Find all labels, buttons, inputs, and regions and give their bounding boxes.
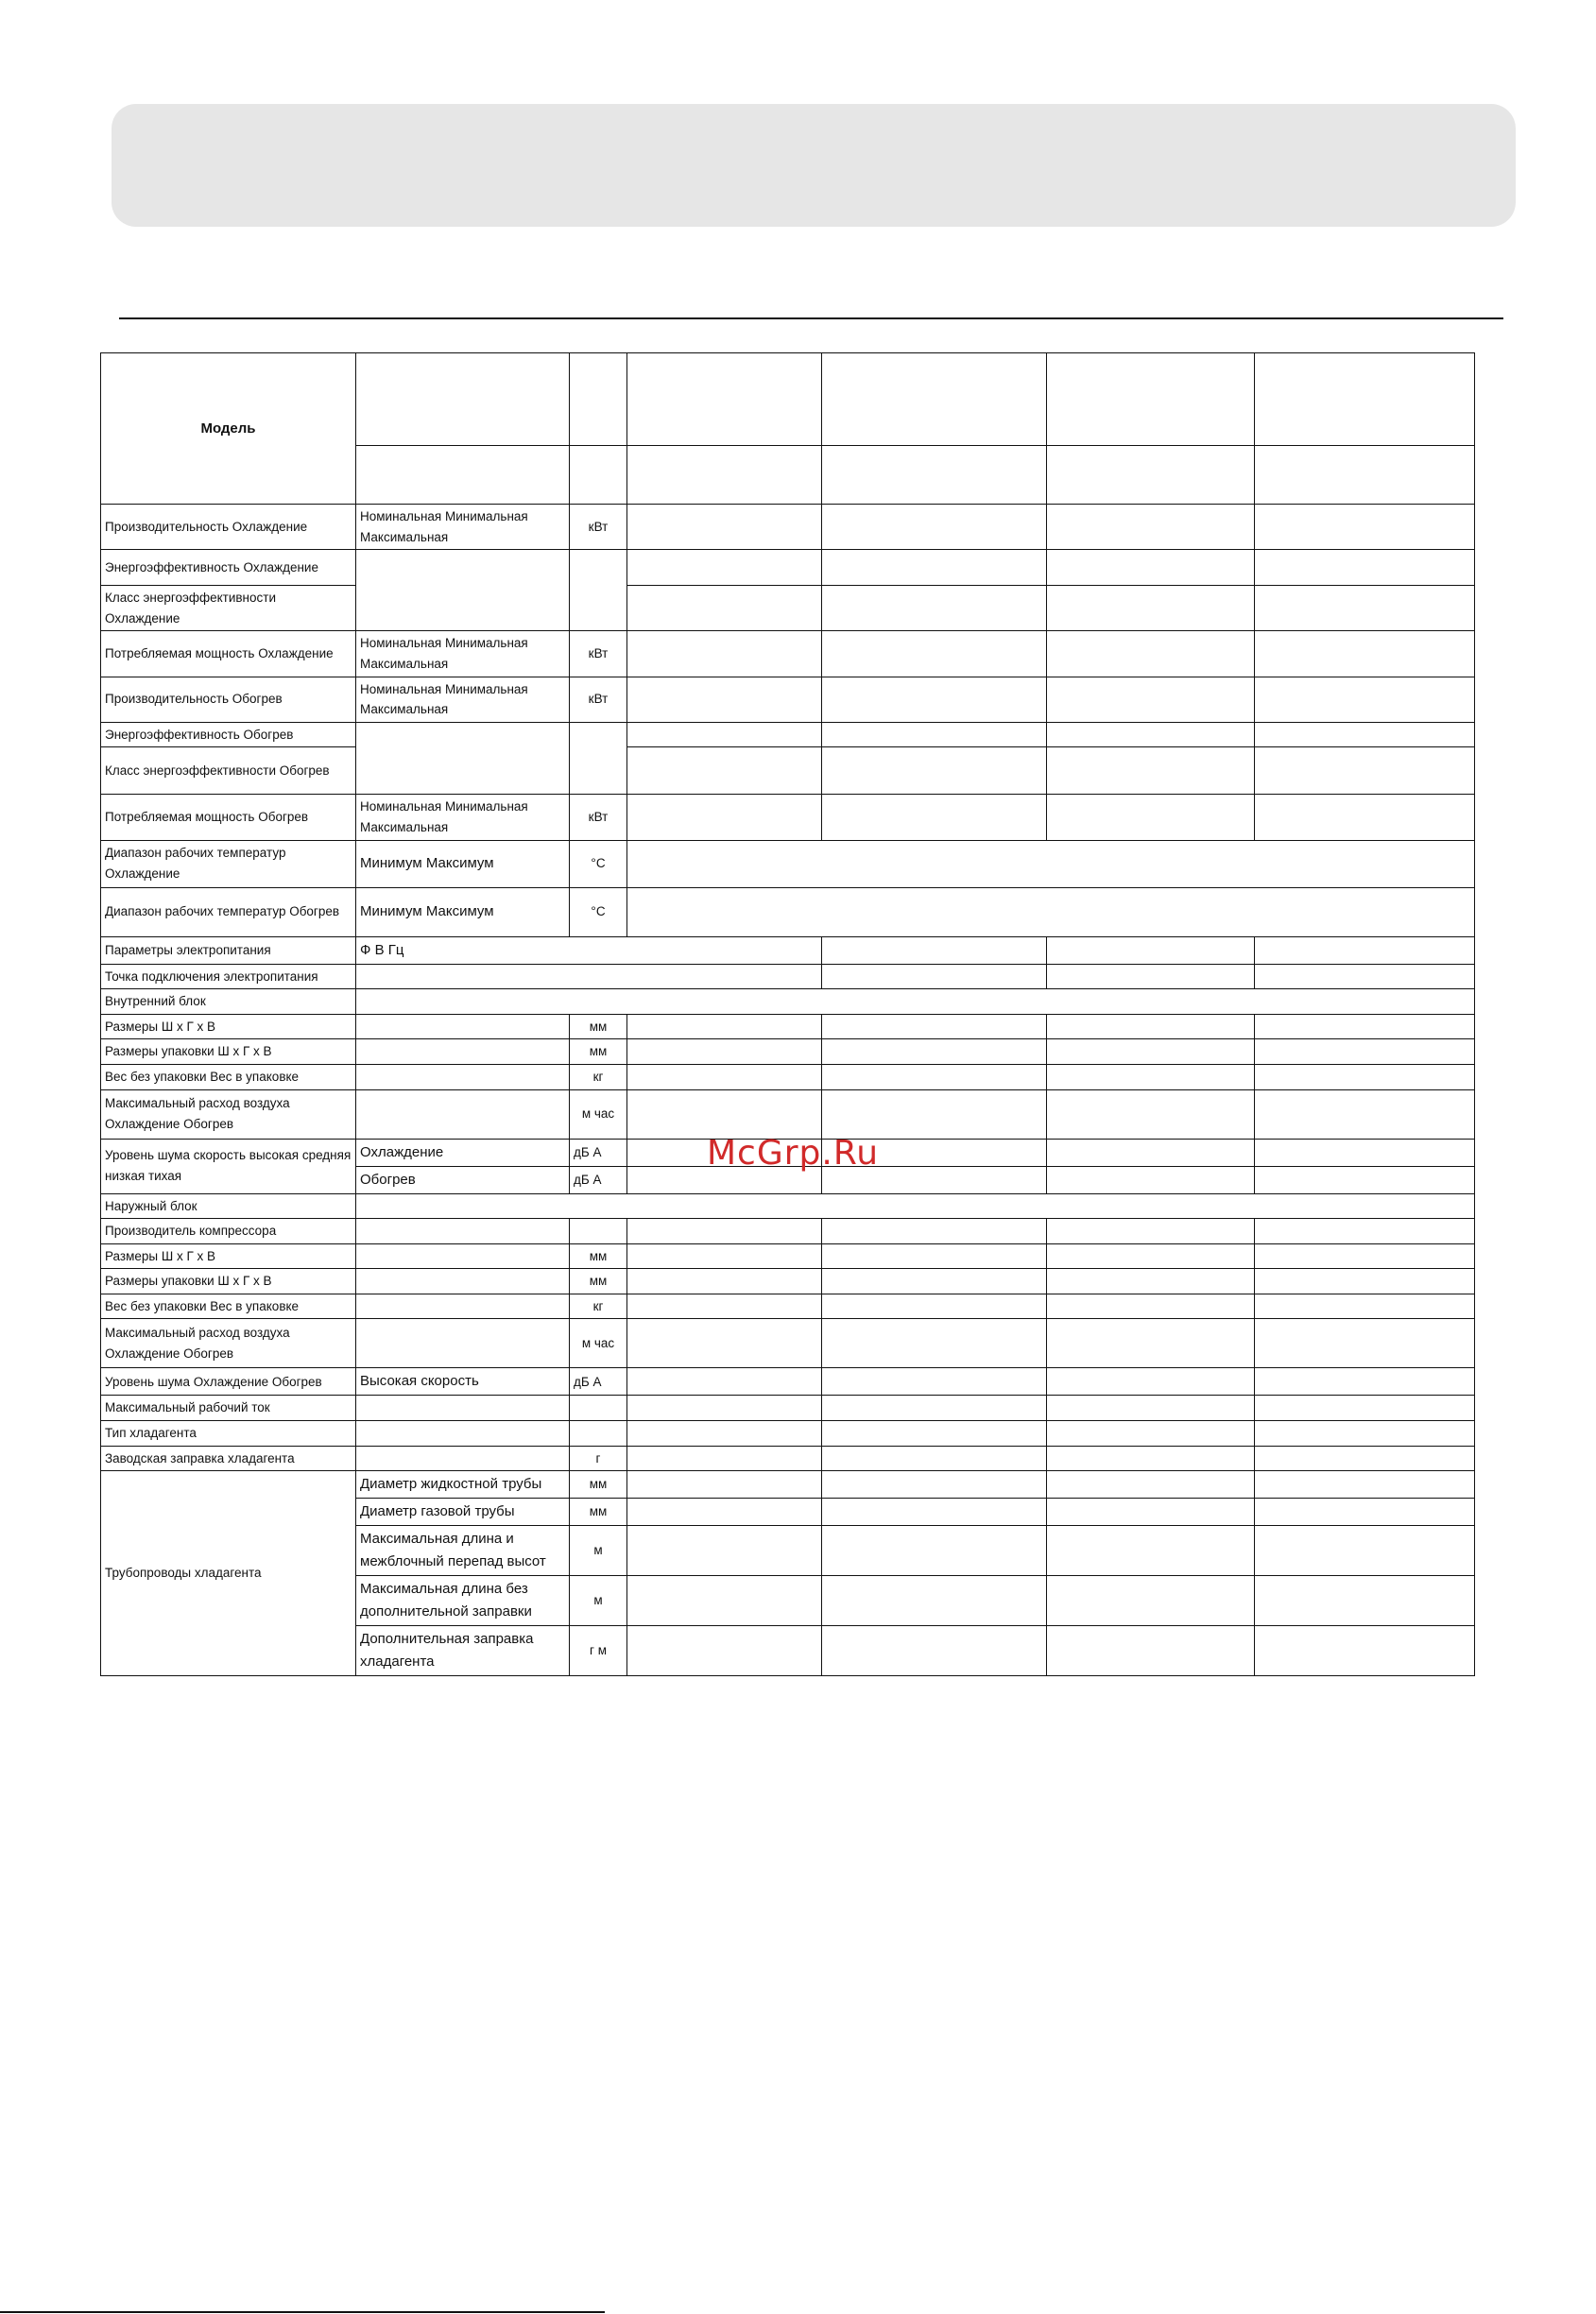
value-cell <box>627 1243 822 1269</box>
row-unit: г м <box>570 1626 627 1676</box>
row-label: Размеры Ш х Г х В <box>101 1014 356 1039</box>
value-cell <box>1047 1576 1255 1626</box>
row-unit: дБ А <box>570 1139 627 1166</box>
row-sub: Высокая скорость <box>356 1368 570 1396</box>
row-sub: Максимальная длина без дополнительной заправки <box>356 1576 570 1626</box>
value-cell <box>1047 1396 1255 1421</box>
empty-cell <box>356 989 1475 1015</box>
value-cell <box>822 1396 1047 1421</box>
value-cell <box>1047 722 1255 747</box>
value-cell <box>822 795 1047 840</box>
value-cell <box>1047 1039 1255 1065</box>
watermark: McGrp.Ru <box>707 1134 880 1173</box>
value-cell <box>1047 631 1255 677</box>
model-label: Модель <box>101 353 356 505</box>
value-cell <box>822 1446 1047 1471</box>
row-unit: °C <box>570 840 627 887</box>
value-cell <box>822 1064 1047 1089</box>
value-cell <box>627 1396 822 1421</box>
row-label: Вес без упаковки Вес в упаковке <box>101 1064 356 1089</box>
value-cell <box>1255 1576 1475 1626</box>
value-cell <box>1255 550 1475 586</box>
empty-cell <box>356 722 570 795</box>
row-label: Потребляемая мощность Охлаждение <box>101 631 356 677</box>
value-cell <box>1255 1626 1475 1676</box>
value-cell <box>822 936 1047 964</box>
empty-cell <box>570 446 627 505</box>
row-unit: дБ А <box>570 1166 627 1193</box>
value-cell <box>1255 936 1475 964</box>
row-unit: мм <box>570 1499 627 1526</box>
value-cell <box>822 550 1047 586</box>
row-label: Диапазон рабочих температур Охлаждение <box>101 840 356 887</box>
empty-cell <box>1047 446 1255 505</box>
row-unit: кВт <box>570 505 627 550</box>
value-cell <box>1047 964 1255 989</box>
row-unit: мм <box>570 1269 627 1294</box>
value-cell <box>822 1499 1047 1526</box>
value-cell <box>627 1576 822 1626</box>
row-sub: Дополнительная заправка хладагента <box>356 1626 570 1676</box>
value-cell <box>1047 1471 1255 1499</box>
row-unit: м <box>570 1576 627 1626</box>
empty-cell <box>1255 446 1475 505</box>
row-sub: Минимум Максимум <box>356 840 570 887</box>
value-cell <box>1047 1166 1255 1193</box>
value-cell <box>1255 631 1475 677</box>
value-cell <box>627 722 822 747</box>
empty-cell <box>356 1089 570 1139</box>
empty-cell <box>1047 353 1255 446</box>
value-cell <box>1047 550 1255 586</box>
value-cell <box>627 1526 822 1576</box>
empty-cell <box>822 446 1047 505</box>
row-label: Размеры Ш х Г х В <box>101 1243 356 1269</box>
value-cell <box>627 1421 822 1447</box>
value-cell <box>822 1219 1047 1244</box>
empty-cell <box>356 964 822 989</box>
title-rule <box>119 317 1503 319</box>
empty-cell <box>356 1064 570 1089</box>
footer-rule <box>0 2311 605 2313</box>
value-cell <box>1255 1368 1475 1396</box>
value-cell <box>822 677 1047 722</box>
value-cell <box>627 1269 822 1294</box>
value-cell <box>627 1626 822 1676</box>
row-label: Вес без упаковки Вес в упаковке <box>101 1294 356 1319</box>
row-unit: мм <box>570 1014 627 1039</box>
row-label: Производитель компрессора <box>101 1219 356 1244</box>
empty-cell <box>356 1219 570 1244</box>
value-cell <box>1047 1368 1255 1396</box>
value-cell <box>1047 1139 1255 1166</box>
row-label: Трубопроводы хладагента <box>101 1471 356 1676</box>
value-cell <box>1255 1014 1475 1039</box>
row-label: Энергоэффективность Обогрев <box>101 722 356 747</box>
empty-cell <box>356 1014 570 1039</box>
row-label: Максимальный расход воздуха Охлаждение Обогрев <box>101 1319 356 1368</box>
empty-cell <box>570 550 627 631</box>
empty-cell <box>627 446 822 505</box>
value-cell <box>1047 1089 1255 1139</box>
empty-cell <box>356 1294 570 1319</box>
value-cell <box>822 722 1047 747</box>
row-unit: кВт <box>570 631 627 677</box>
row-unit: мм <box>570 1039 627 1065</box>
row-label: Размеры упаковки Ш х Г х В <box>101 1269 356 1294</box>
value-cell <box>627 1294 822 1319</box>
value-cell <box>822 1319 1047 1368</box>
value-cell <box>1255 1219 1475 1244</box>
row-label: Тип хладагента <box>101 1421 356 1447</box>
value-cell <box>627 1446 822 1471</box>
empty-cell <box>356 1319 570 1368</box>
empty-cell <box>356 1039 570 1065</box>
value-cell <box>1255 677 1475 722</box>
value-cell <box>1047 1269 1255 1294</box>
value-cell <box>1255 1499 1475 1526</box>
row-unit: м <box>570 1526 627 1576</box>
row-label: Класс энергоэффективности Обогрев <box>101 747 356 795</box>
value-cell <box>1047 1294 1255 1319</box>
row-unit: м час <box>570 1089 627 1139</box>
value-cell <box>1047 677 1255 722</box>
value-cell <box>822 631 1047 677</box>
empty-cell <box>356 353 570 446</box>
value-cell <box>1047 1446 1255 1471</box>
value-cell <box>1255 722 1475 747</box>
value-cell <box>1255 1319 1475 1368</box>
row-unit: кг <box>570 1064 627 1089</box>
row-unit: мм <box>570 1471 627 1499</box>
value-cell <box>1255 1269 1475 1294</box>
row-unit: дБ А <box>570 1368 627 1396</box>
row-sub: Максимальная длина и межблочный перепад высот <box>356 1526 570 1576</box>
value-cell <box>1255 1039 1475 1065</box>
value-cell <box>1047 1319 1255 1368</box>
empty-cell <box>356 1269 570 1294</box>
empty-cell <box>822 353 1047 446</box>
value-cell <box>627 887 1475 936</box>
section-label: Наружный блок <box>101 1193 356 1219</box>
value-cell <box>1047 1014 1255 1039</box>
row-sub: Номинальная Минимальная Максимальная <box>356 631 570 677</box>
row-sub: Номинальная Минимальная Максимальная <box>356 795 570 840</box>
row-sub: Минимум Максимум <box>356 887 570 936</box>
value-cell <box>822 1526 1047 1576</box>
empty-cell <box>627 353 822 446</box>
row-label: Потребляемая мощность Обогрев <box>101 795 356 840</box>
value-cell <box>1047 936 1255 964</box>
row-label: Максимальный рабочий ток <box>101 1396 356 1421</box>
row-sub: Охлаждение <box>356 1139 570 1166</box>
row-sub: Обогрев <box>356 1166 570 1193</box>
value-cell <box>822 1243 1047 1269</box>
row-unit: м час <box>570 1319 627 1368</box>
value-cell <box>627 840 1475 887</box>
value-cell <box>1047 1626 1255 1676</box>
value-cell <box>822 1269 1047 1294</box>
row-label: Максимальный расход воздуха Охлаждение Обогрев <box>101 1089 356 1139</box>
value-cell <box>627 1039 822 1065</box>
value-cell <box>1047 1526 1255 1576</box>
empty-cell <box>356 1421 570 1447</box>
row-label: Уровень шума Охлаждение Обогрев <box>101 1368 356 1396</box>
empty-cell <box>570 722 627 795</box>
value-cell <box>1047 1243 1255 1269</box>
empty-cell <box>356 1243 570 1269</box>
row-unit: °C <box>570 887 627 936</box>
value-cell <box>1255 795 1475 840</box>
empty-cell <box>356 1446 570 1471</box>
value-cell <box>627 1064 822 1089</box>
row-label: Производительность Обогрев <box>101 677 356 722</box>
value-cell <box>822 505 1047 550</box>
empty-cell <box>1255 353 1475 446</box>
row-unit: кВт <box>570 795 627 840</box>
value-cell <box>1255 1471 1475 1499</box>
empty-cell <box>570 1421 627 1447</box>
value-cell <box>1047 1499 1255 1526</box>
value-cell <box>1255 586 1475 631</box>
value-cell <box>627 677 822 722</box>
value-cell <box>1255 1243 1475 1269</box>
empty-cell <box>356 550 570 631</box>
value-cell <box>627 747 822 795</box>
value-cell <box>822 1294 1047 1319</box>
row-unit: кг <box>570 1294 627 1319</box>
value-cell <box>1255 1396 1475 1421</box>
value-cell <box>1047 747 1255 795</box>
row-sub: Диаметр газовой трубы <box>356 1499 570 1526</box>
empty-cell <box>570 1396 627 1421</box>
value-cell <box>822 1039 1047 1065</box>
row-label: Класс энергоэффективности Охлаждение <box>101 586 356 631</box>
row-unit: мм <box>570 1243 627 1269</box>
row-sub: Диаметр жидкостной трубы <box>356 1471 570 1499</box>
value-cell <box>627 1499 822 1526</box>
row-unit: кВт <box>570 677 627 722</box>
value-cell <box>822 1421 1047 1447</box>
row-label: Производительность Охлаждение <box>101 505 356 550</box>
value-cell <box>822 747 1047 795</box>
row-sub: Номинальная Минимальная Максимальная <box>356 677 570 722</box>
section-label: Внутренний блок <box>101 989 356 1015</box>
value-cell <box>822 1368 1047 1396</box>
row-sub: Номинальная Минимальная Максимальная <box>356 505 570 550</box>
value-cell <box>822 1626 1047 1676</box>
row-label: Энергоэффективность Охлаждение <box>101 550 356 586</box>
empty-cell <box>356 1193 1475 1219</box>
row-label: Размеры упаковки Ш х Г х В <box>101 1039 356 1065</box>
empty-cell <box>570 353 627 446</box>
empty-cell <box>570 1219 627 1244</box>
value-cell <box>822 1014 1047 1039</box>
spec-table <box>100 352 1475 1676</box>
value-cell <box>1255 1166 1475 1193</box>
value-cell <box>627 1014 822 1039</box>
value-cell <box>627 505 822 550</box>
value-cell <box>627 550 822 586</box>
row-label: Заводская заправка хладагента <box>101 1446 356 1471</box>
value-cell <box>627 1471 822 1499</box>
value-cell <box>1047 1219 1255 1244</box>
value-cell <box>627 631 822 677</box>
value-cell <box>1255 505 1475 550</box>
row-sub: Ф В Гц <box>356 936 822 964</box>
value-cell <box>822 964 1047 989</box>
value-cell <box>1255 1446 1475 1471</box>
value-cell <box>1255 1294 1475 1319</box>
value-cell <box>1255 1089 1475 1139</box>
empty-cell <box>356 446 570 505</box>
value-cell <box>627 586 822 631</box>
value-cell <box>1255 1139 1475 1166</box>
value-cell <box>627 1368 822 1396</box>
value-cell <box>1047 1064 1255 1089</box>
value-cell <box>627 795 822 840</box>
row-label: Точка подключения электропитания <box>101 964 356 989</box>
value-cell <box>1047 505 1255 550</box>
value-cell <box>822 1471 1047 1499</box>
value-cell <box>822 1089 1047 1139</box>
header-banner <box>112 104 1516 227</box>
row-label: Диапазон рабочих температур Обогрев <box>101 887 356 936</box>
value-cell <box>1047 1421 1255 1447</box>
value-cell <box>822 586 1047 631</box>
value-cell <box>627 1219 822 1244</box>
value-cell <box>627 1319 822 1368</box>
value-cell <box>1255 1421 1475 1447</box>
value-cell <box>1255 1064 1475 1089</box>
value-cell <box>627 1089 822 1139</box>
row-label: Уровень шума скорость высокая средняя низкая тихая <box>101 1139 356 1193</box>
row-label: Параметры электропитания <box>101 936 356 964</box>
value-cell <box>1255 1526 1475 1576</box>
row-unit: г <box>570 1446 627 1471</box>
value-cell <box>1047 795 1255 840</box>
value-cell <box>1255 964 1475 989</box>
empty-cell <box>356 1396 570 1421</box>
value-cell <box>1255 747 1475 795</box>
value-cell <box>822 1576 1047 1626</box>
value-cell <box>1047 586 1255 631</box>
